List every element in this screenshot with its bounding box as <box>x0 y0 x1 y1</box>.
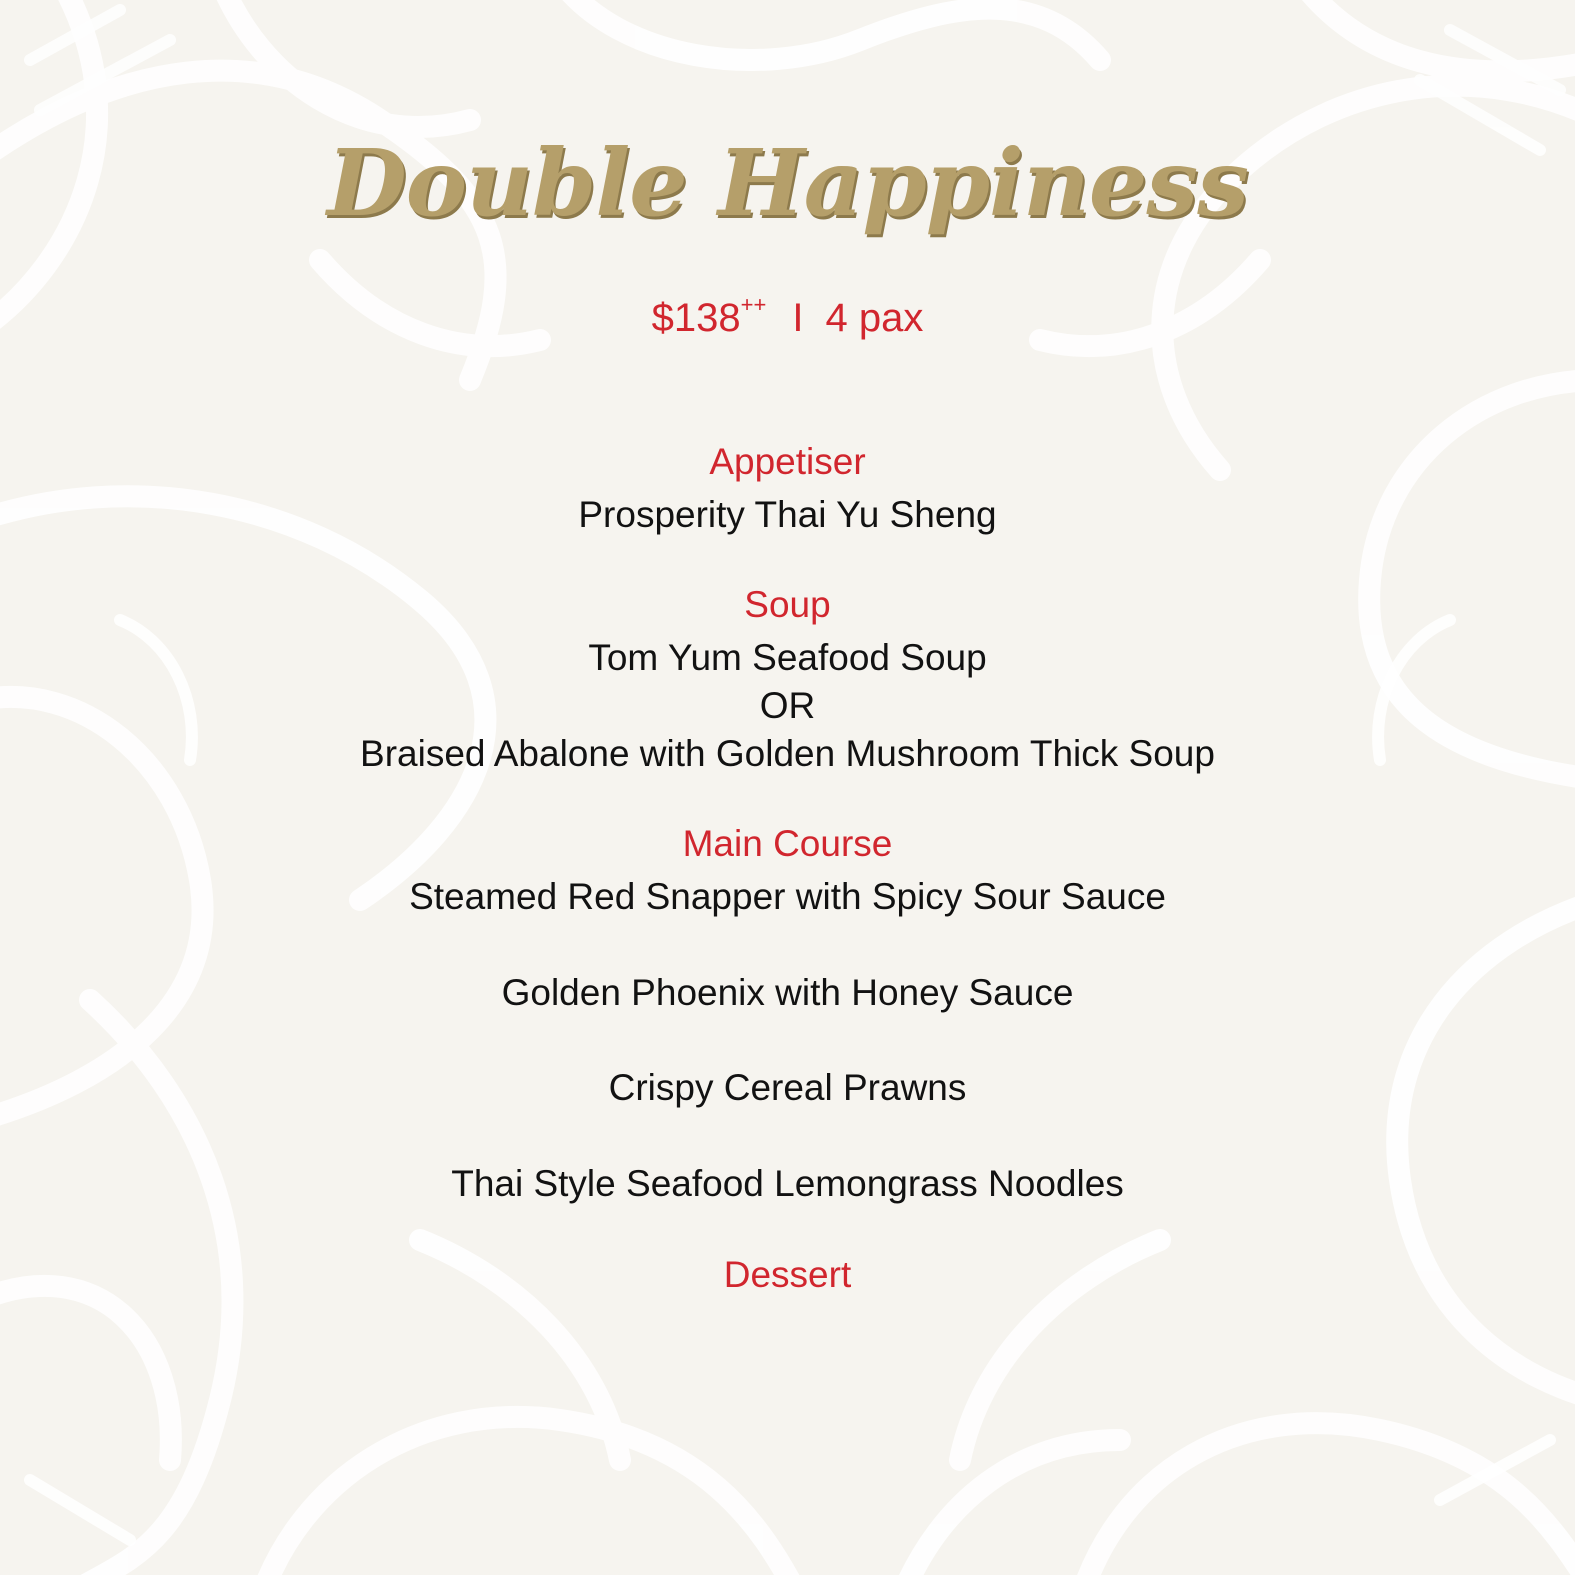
appetiser-item: Prosperity Thai Yu Sheng <box>578 494 997 535</box>
appetiser-heading: Appetiser <box>709 441 866 482</box>
price: $138 <box>651 296 741 340</box>
soup-option-2: Braised Abalone with Golden Mushroom Thick Soup <box>360 733 1215 774</box>
price-suffix: ++ <box>740 292 767 317</box>
main-course-heading: Main Course <box>682 823 893 864</box>
main-course-item: Thai Style Seafood Lemongrass Noodles <box>451 1163 1124 1204</box>
soup-option-1: Tom Yum Seafood Soup <box>588 637 987 678</box>
main-course-item: Golden Phoenix with Honey Sauce <box>501 972 1074 1013</box>
main-course-item: Crispy Cereal Prawns <box>608 1067 967 1108</box>
price-row <box>0 294 1575 342</box>
menu-title: Double Happiness <box>326 129 1249 237</box>
price-separator: I <box>792 296 804 340</box>
soup-or: OR <box>759 685 816 726</box>
soup-heading: Soup <box>744 584 831 625</box>
main-course-item: Steamed Red Snapper with Spicy Sour Sauce <box>409 876 1166 917</box>
dessert-heading: Dessert <box>723 1254 852 1295</box>
pax-count: 4 pax <box>825 296 924 340</box>
